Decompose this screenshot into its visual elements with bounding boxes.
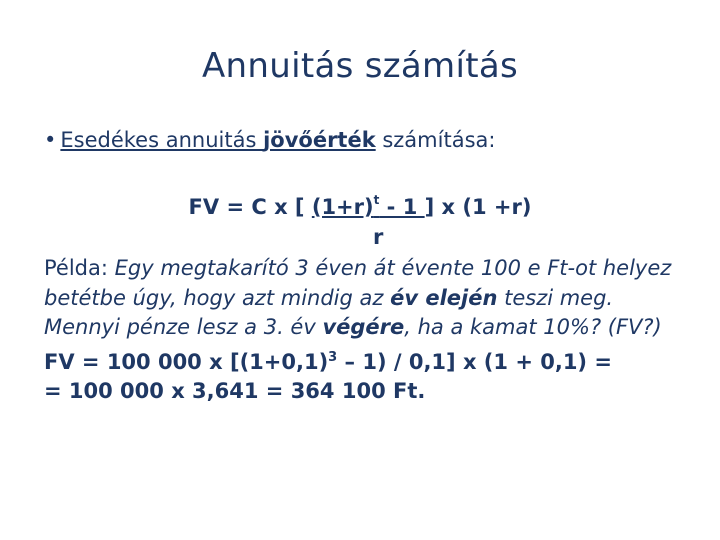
example-body — [44, 254, 684, 407]
formula-denominator: r — [373, 225, 384, 249]
calc-line1-a: FV = 100 000 x [(1+0,1) — [44, 349, 329, 374]
formula-part1: FV = C x [ — [188, 195, 312, 219]
example-paragraph — [44, 254, 684, 343]
bullet-bold-word: jövőérték — [263, 128, 376, 152]
bullet-dot-icon: • — [44, 128, 57, 152]
example-text1: Egy megtakarító 3 éven át évente 100 e Ft-ot helyez betétbe úgy, hogy azt mindig az — [44, 256, 672, 310]
bullet-prefix: Esedékes annuitás — [60, 128, 264, 152]
calc-line1-b: – 1) / 0,1] x (1 + 0,1) = — [337, 349, 612, 374]
formula-part4: ] x (1 +r) — [424, 195, 532, 219]
bullet-suffix: számítása: — [375, 128, 496, 152]
example-text2: teszi meg. Mennyi pénze lesz a 3. év — [44, 285, 614, 339]
calc-line-2: = 100 000 x 3,641 = 364 100 Ft. — [44, 379, 426, 403]
example-bold1: év elején — [390, 285, 498, 310]
calc-line-1 — [44, 343, 684, 378]
bullet-item — [44, 128, 495, 152]
formula-underlined — [312, 195, 425, 219]
calc-line1-exponent: 3 — [328, 349, 338, 365]
example-text3: , ha a kamat 10%? (FV?) — [404, 315, 662, 339]
bullet-text-underlined — [60, 128, 375, 152]
example-label: Példa: — [44, 256, 108, 280]
formula-part2: (1+r) — [311, 195, 374, 219]
formula-exponent: t — [373, 193, 380, 207]
example-bold2: végére — [322, 315, 405, 339]
slide-title: Annuitás számítás — [202, 46, 518, 86]
formula-part3: - 1 — [379, 195, 425, 219]
formula-numerator — [0, 195, 720, 219]
